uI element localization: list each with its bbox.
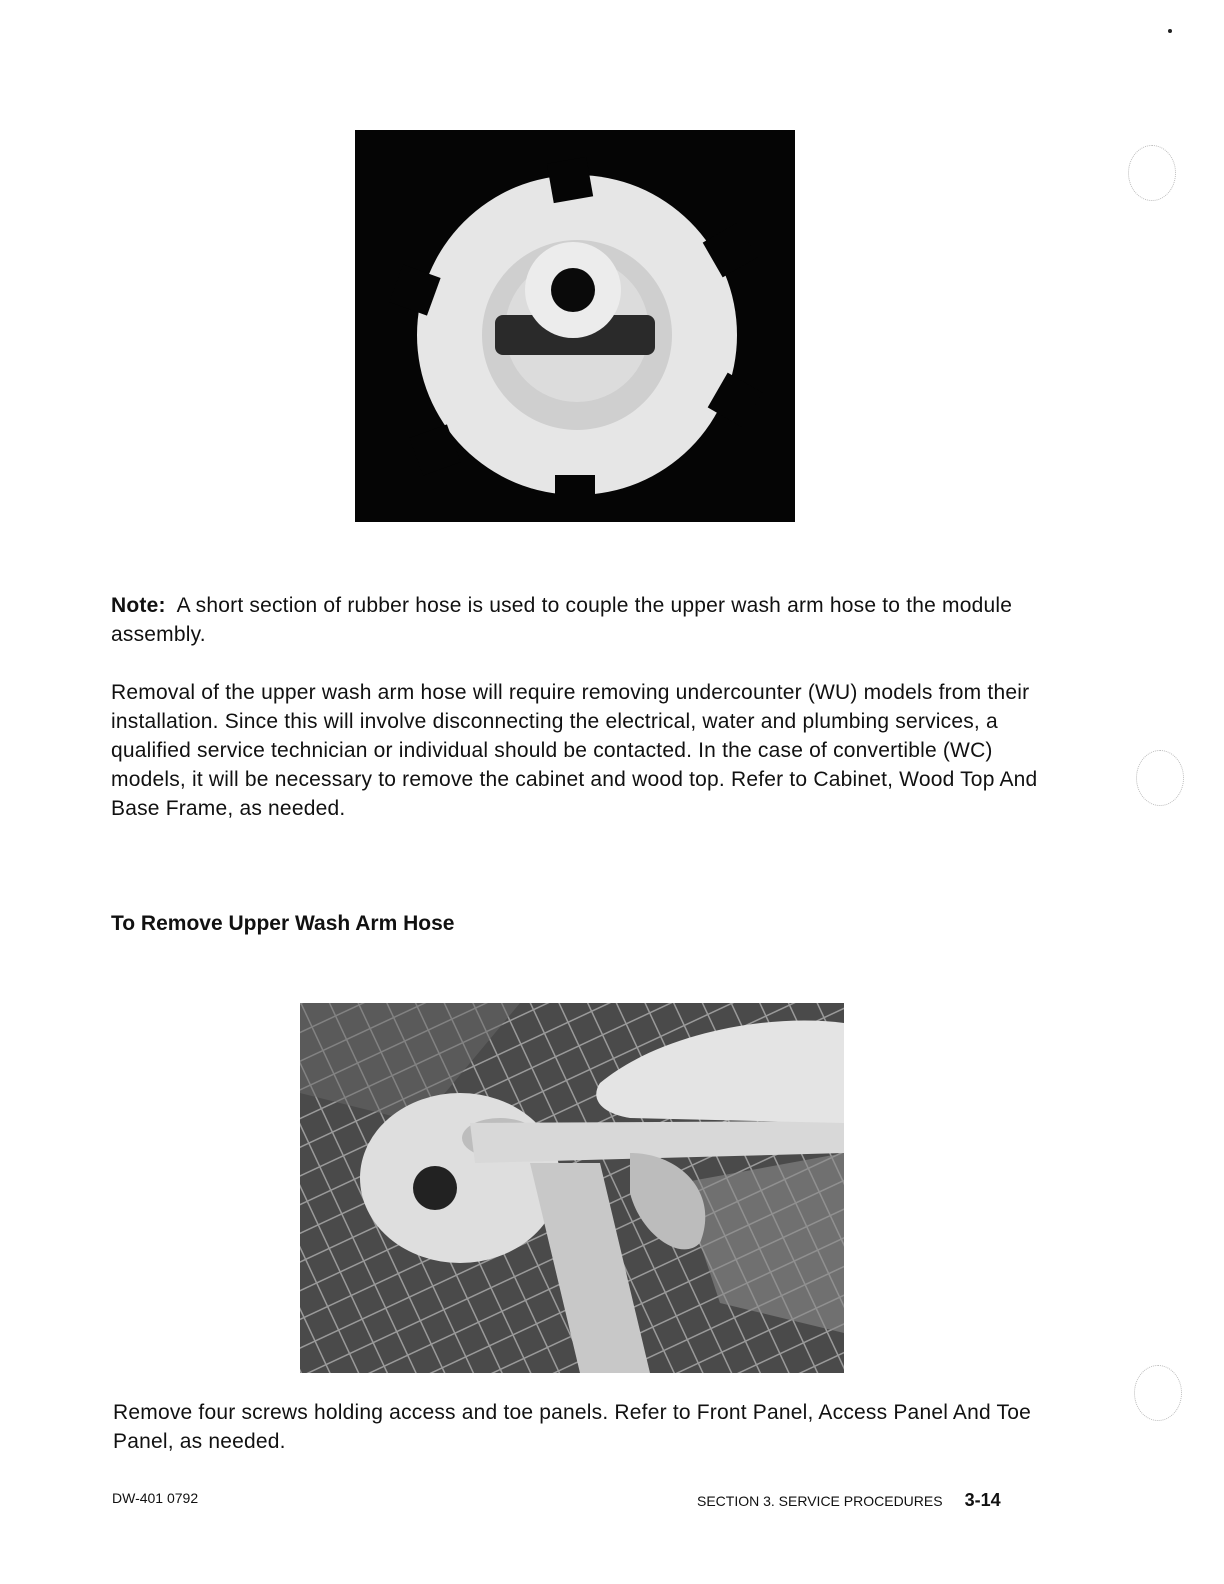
footer-section — [697, 1490, 1001, 1511]
note-text: A short section of rubber hose is used to couple the upper wash arm hose to the module assembly. — [111, 594, 1013, 646]
section-heading: To Remove Upper Wash Arm Hose — [111, 912, 455, 935]
footer-doc-code: DW-401 0792 — [112, 1490, 199, 1506]
footer-section-label: SECTION 3. SERVICE PROCEDURES — [697, 1493, 943, 1509]
hub-photo — [355, 130, 795, 522]
step-paragraph: Remove four screws holding access and toe panels. Refer to Front Panel, Access Panel And Toe Panel, as needed. — [113, 1401, 1032, 1453]
hose-removal-illustration — [300, 1003, 844, 1373]
scan-speck — [1168, 29, 1172, 33]
hub-illustration — [355, 130, 795, 522]
note-label: Note: — [111, 594, 166, 617]
page-number: 3-14 — [964, 1490, 1001, 1510]
removal-paragraph: Removal of the upper wash arm hose will require removing undercounter (WU) models from their installation. Since this will involve disconnecting the electrical, water and plumbing services, a qualified service technician or individual should be contacted. In the case of convertible (WC) models, it will be necessary to remove the cabinet and wood top. Refer to Cabinet, Wood Top And Base Frame, as needed. — [111, 681, 1038, 820]
hole-punch-mark — [1136, 750, 1184, 806]
hole-punch-mark — [1134, 1365, 1182, 1421]
hose-removal-photo — [300, 1003, 844, 1373]
hole-punch-mark — [1128, 145, 1176, 201]
note-paragraph — [111, 591, 1051, 649]
